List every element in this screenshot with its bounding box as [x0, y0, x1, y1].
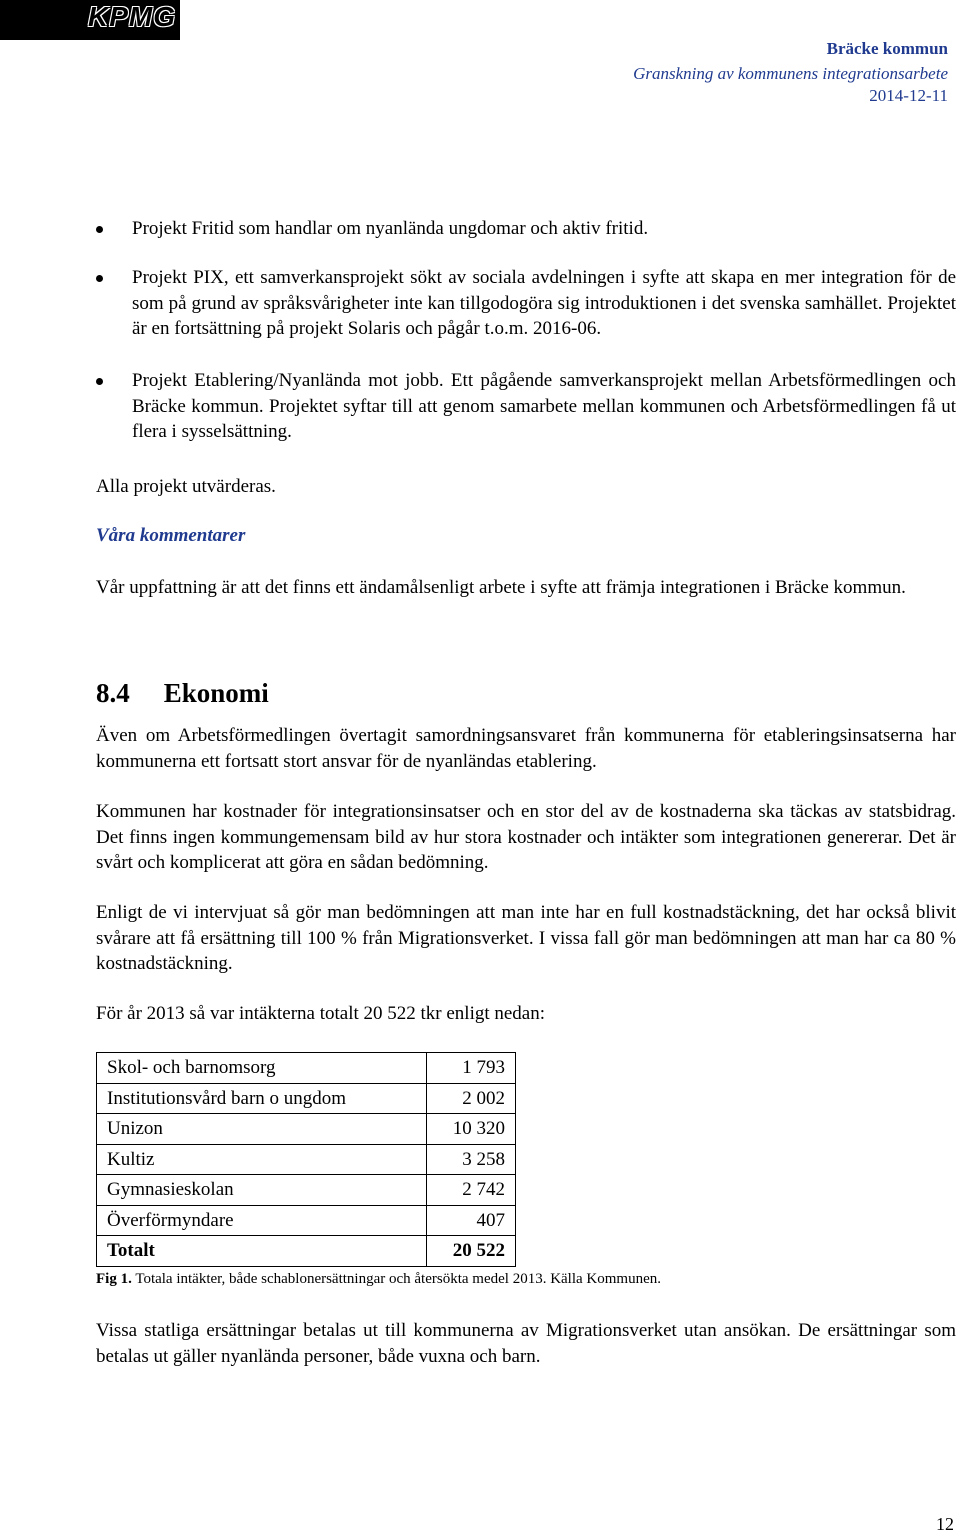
- kpmg-logo-text: KPMG: [88, 1, 176, 32]
- bullet-icon: [96, 226, 103, 233]
- table-row: [97, 1144, 516, 1175]
- comments-text: Vår uppfattning är att det finns ett ändamålsenligt arbete i syfte att främja integrationen i Bräcke kommun.: [96, 577, 906, 598]
- table-cell-value: 2 002: [427, 1083, 516, 1114]
- header-title: Bräcke kommun: [826, 39, 948, 58]
- comments-heading: Våra kommentarer: [96, 525, 246, 546]
- figure-caption: [96, 1271, 661, 1288]
- income-table: [96, 1052, 516, 1267]
- table-row: [97, 1083, 516, 1114]
- paragraph-projects: Alla projekt utvärderas.: [96, 476, 276, 497]
- table-cell-label: Skol- och barnomsorg: [97, 1053, 427, 1084]
- table-row: [97, 1053, 516, 1084]
- section-number: 8.4: [96, 678, 130, 708]
- table-row: [97, 1205, 516, 1236]
- list-item-text: Projekt PIX, ett samverkansprojekt sökt av sociala avdelningen i syfte att skapa en mer integration för de som på grund av språksvårigheter inte kan tillgodogöra sig introduktionen i det svenska samhället. Projektet är en fortsättning på projekt Solaris och pågår t.o.m. 2016-06.: [132, 267, 956, 339]
- caption-text: Totala intäkter, både schablonersättningar och återsökta medel 2013. Källa Kommunen.: [135, 1271, 662, 1287]
- table-cell-value: 10 320: [427, 1114, 516, 1145]
- table-cell-value: 3 258: [427, 1144, 516, 1175]
- kpmg-logo: [0, 0, 180, 40]
- table-cell-value: 407: [427, 1205, 516, 1236]
- table-row: [97, 1175, 516, 1206]
- section-title: Ekonomi: [163, 678, 269, 708]
- paragraph: Även om Arbetsförmedlingen övertagit samordningsansvaret från kommunerna för etableringsinsatserna har kommunerna ett fortsatt stort ansvar för de nyanländas etablering.: [96, 725, 956, 772]
- table-cell-label: Institutionsvård barn o ungdom: [97, 1083, 427, 1114]
- page-number: 12: [936, 1514, 954, 1534]
- header-subtitle: Granskning av kommunens integrationsarbete: [633, 64, 948, 83]
- table-row: [97, 1114, 516, 1145]
- table-cell-label: Unizon: [97, 1114, 427, 1145]
- paragraph: För år 2013 så var intäkterna totalt 20 522 tkr enligt nedan:: [96, 1003, 546, 1024]
- bullet-icon: [96, 378, 103, 385]
- table-cell-label: Gymnasieskolan: [97, 1175, 427, 1206]
- table-total-label: Totalt: [97, 1236, 427, 1267]
- table-cell-label: Kultiz: [97, 1144, 427, 1175]
- caption-label: Fig 1.: [96, 1271, 132, 1287]
- table-cell-value: 2 742: [427, 1175, 516, 1206]
- list-item-text: Projekt Fritid som handlar om nyanlända ungdomar och aktiv fritid.: [132, 218, 649, 239]
- table-cell-label: Överförmyndare: [97, 1205, 427, 1236]
- list-item-text: Projekt Etablering/Nyanlända mot jobb. Ett pågående samverkansprojekt mellan Arbetsförmedlingen och Bräcke kommun. Projektet syftar till att genom samarbete mellan kommunen och Arbetsförmedlingen få ut flera i sysselsättning.: [132, 370, 956, 442]
- table-total-value: 20 522: [427, 1236, 516, 1267]
- header-date: 2014-12-11: [869, 86, 948, 105]
- table-cell-value: 1 793: [427, 1053, 516, 1084]
- paragraph: Enligt de vi intervjuat så gör man bedömningen att man inte har en full kostnadstäckning, det har också blivit svårare att få ersättning till 100 % från Migrationsverket. I vissa fall gör man bedömningen att man har ca 80 % kostnadstäckning.: [96, 902, 956, 974]
- closing-paragraph: Vissa statliga ersättningar betalas ut till kommunerna av Migrationsverket utan ansökan. De ersättningar som betalas ut gäller nyanlända personer, både vuxna och barn.: [96, 1320, 956, 1367]
- paragraph: Kommunen har kostnader för integrationsinsatser och en stor del av de kostnaderna ska täckas av statsbidrag. Det finns ingen kommungemensam bild av hur stora kostnader och intäkter som integrationen genererar. Det är svårt och komplicerat att göra en sådan bedömning.: [96, 801, 956, 873]
- table-total-row: [97, 1236, 516, 1267]
- bullet-icon: [96, 275, 103, 282]
- section-heading: [96, 678, 269, 709]
